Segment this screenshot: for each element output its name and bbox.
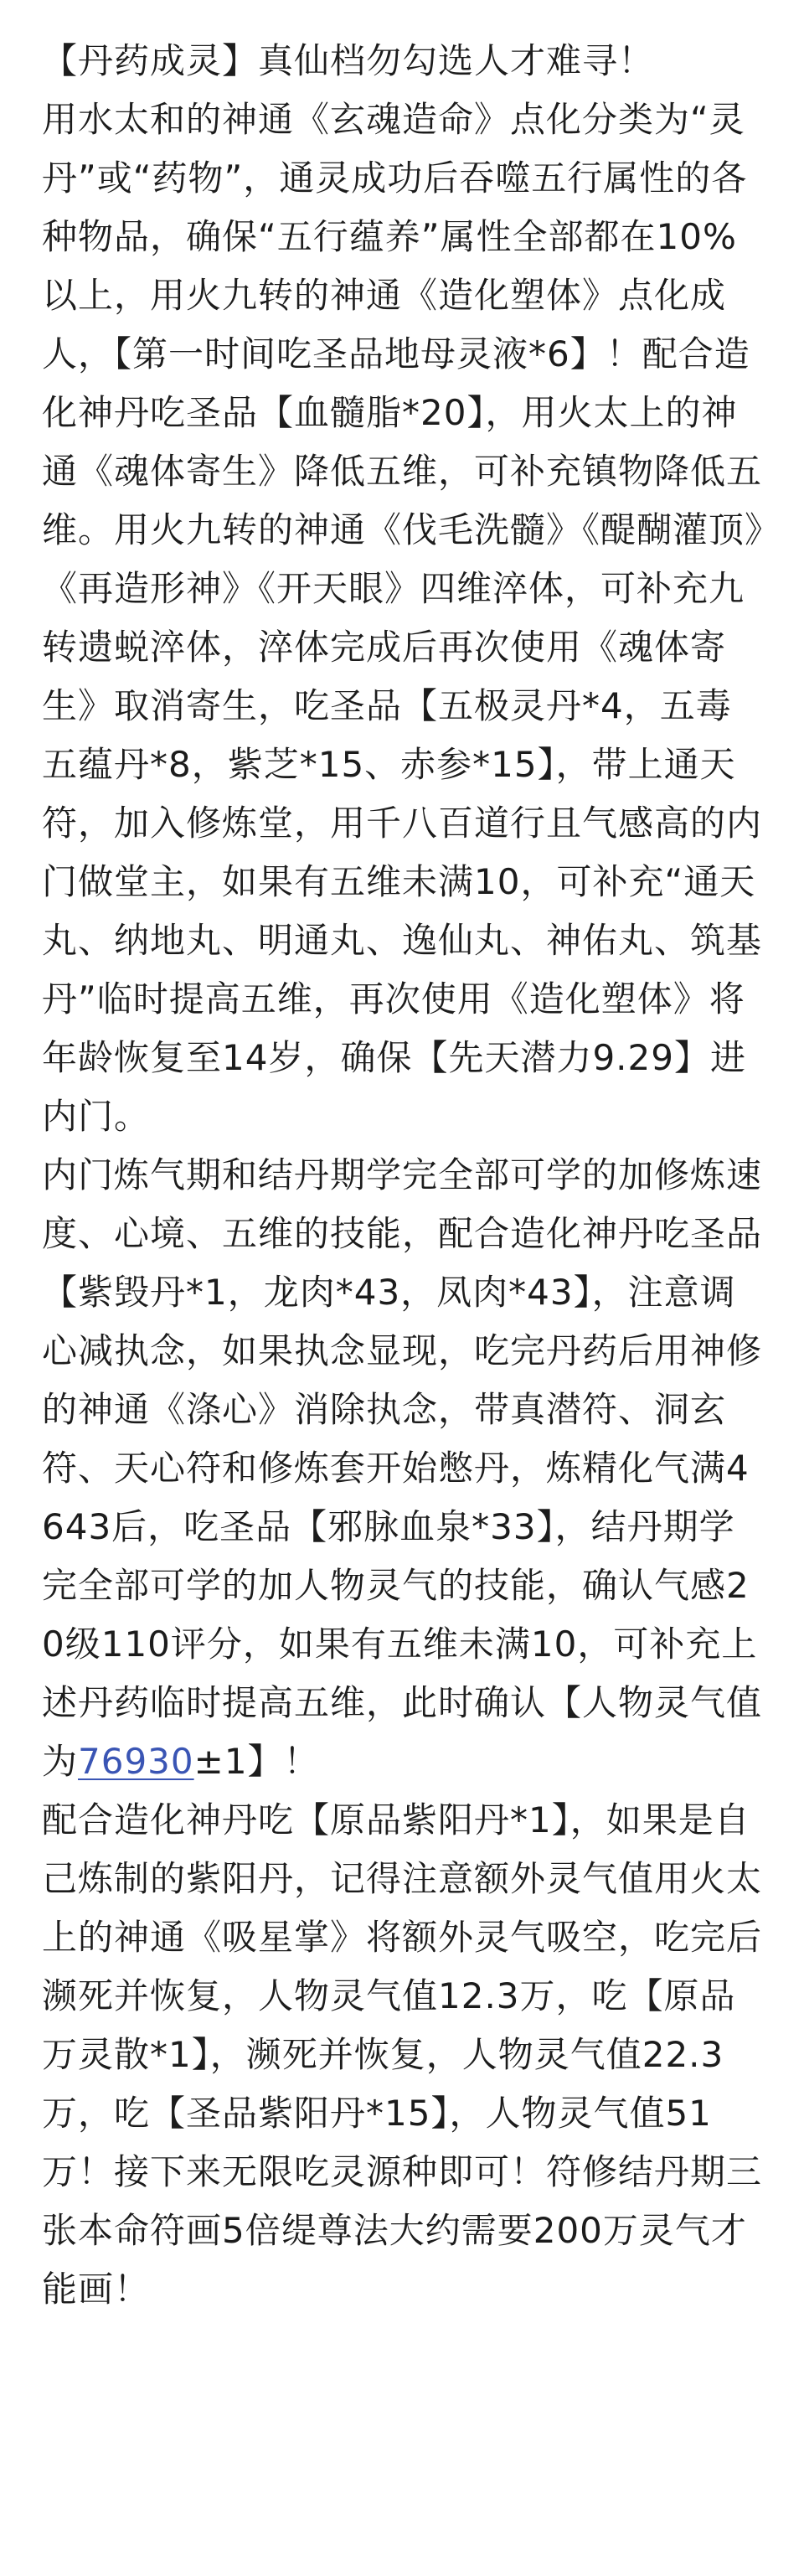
- paragraph-inner-sect-text: 内门炼气期和结丹期学完全部可学的加修炼速度、心境、五维的技能，配合造化神丹吃圣品【紫毁丹*1，龙肉*43，凤肉*43】，注意调心减执念，如果执念显现，吃完丹药后用神修的神通《涤心》消除执念，带真潜符、洞玄符、天心符和修炼套开始憋丹，炼精化气满4643后，吃圣品【邪脉血泉*33】，结丹期学完全部可学的加人物灵气的技能，确认气感20级110评分，如果有五维未满10，可补充上述丹药临时提高五维，此时确认【人物灵气值为: [42, 1154, 763, 1782]
- paragraph-intro: 【丹药成灵】真仙档勿勾选人才难寻！ 用水太和的神通《玄魂造命》点化分类为“灵丹”或“药物”，通灵成功后吞噬五行属性的各种物品，确保“五行蕴养”属性全部都在10%以上，用火九转的神通《造化塑体》点化成人，【第一时间吃圣品地母灵液*6】！配合造化神丹吃圣品【血髓脂*20】，用火太上的神通《魂体寄生》降低五维，可补充镇物降低五维。用火九转的神通《伐毛洗髓》《醍醐灌顶》《再造形神》《开天眼》四维淬体，可补充九转遗蜕淬体，淬体完成后再次使用《魂体寄生》取消寄生，吃圣品【五极灵丹*4，五毒五蕴丹*8，紫芝*15、赤参*15】，带上通天符，加入修炼堂，用千八百道行且气感高的内门做堂主，如果有五维未满10，可补充“通天丸、纳地丸、明通丸、逸仙丸、神佑丸、筑基丹”临时提高五维，再次使用《造化塑体》将年龄恢复至14岁，确保【先天潜力9.29】进内门。: [42, 40, 764, 1137]
- spirit-value-link[interactable]: 76930: [78, 1741, 194, 1782]
- paragraph-ziyang-pill: 配合造化神丹吃【原品紫阳丹*1】，如果是自己炼制的紫阳丹，记得注意额外灵气值用火太上的神通《吸星掌》将额外灵气吸空，吃完后濒死并恢复，人物灵气值12.3万，吃【原品万灵散*1】，濒死并恢复，人物灵气值22.3万，吃【圣品紫阳丹*15】，人物灵气值51万！接下来无限吃灵源种即可！符修结丹期三张本命符画5倍缇尊法大约需要200万灵气才能画！: [42, 1799, 763, 2310]
- paragraph-inner-sect: [42, 1146, 767, 1791]
- paragraph-inner-sect-tail: ±1】！: [193, 1741, 320, 1782]
